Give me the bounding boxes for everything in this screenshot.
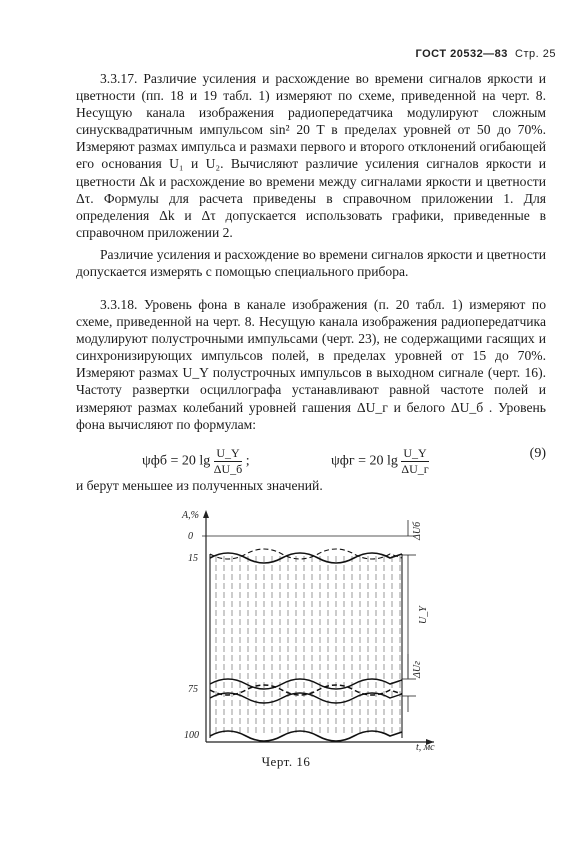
x-axis-label: t, мс xyxy=(416,742,435,752)
dim-label-delta-u-white: ΔUб xyxy=(412,521,423,540)
middle-envelope-upper xyxy=(210,679,402,689)
formula-white-lhs: ψфб = 20 lg xyxy=(142,453,211,469)
formula-9 xyxy=(76,436,546,476)
formula-blanking xyxy=(331,446,429,477)
half-line-pulses xyxy=(216,556,400,736)
page-header xyxy=(416,48,557,60)
y-tick-15: 15 xyxy=(188,553,198,564)
formula-blanking-lhs: ψфг = 20 lg xyxy=(331,453,398,469)
standard-number: ГОСТ 20532—83 xyxy=(415,48,508,60)
section-note xyxy=(76,246,546,280)
dim-label-delta-u-blanking: ΔUг xyxy=(412,661,423,678)
formula-separator: ; xyxy=(245,453,250,469)
formula-blanking-numerator: U_Y xyxy=(403,446,427,460)
page-number: Стр. 25 xyxy=(515,48,556,60)
y-tick-100: 100 xyxy=(184,730,199,741)
figure-caption: Черт. 16 xyxy=(261,754,311,769)
y-tick-0: 0 xyxy=(188,531,193,542)
paragraph-3-3-18: 3.3.18. Уровень фона в канале изображения (п. 20 табл. 1) измеряют по схеме, приведенной на черт. 8. Несущую канала изображения радиопередатчика модулируют полустрочными импульсами (черт. 23), не содержащими гасящих и синхронизирующих импульсов полей, в пределах уровней от 15 до 70%. Измеряют размах U_Y полустрочных импульсов в выходном сигнале (черт. 16). Частоту развертки осциллографа устанавливают равной частоте полей и измеряют размах колебаний уровней гашения ΔU_г и белого ΔU_б . Уровень фона вычисляют по формулам: xyxy=(76,297,546,432)
paragraph-3-3-17: 3.3.17. Различие усиления и расхождение во времени сигналов яркости и цветности (пп. 18 и 19 табл. 1) измеряют по схеме, приведенной на черт. 8. Несущую канала изображения радиопередатчика модулируют сложным синусквадратичным импульсом sin² 20 T в пределах уровней от 50 до 70%. Измеряют размах импульса и размахи первого и второго отклонений огибающей его основания U₁ и U₂. Вычисляют различие усиления сигналов яркости и цветности Δk и расхождение во времени между сигналами яркости и цветности Δτ. Формулы для расчета приведены в справочном приложении 1. Для определения Δk и Δτ допускается использовать графики, приведенные в справочном приложении 2. xyxy=(76,71,546,240)
conclusion-line: и берут меньшее из полученных значений. xyxy=(76,478,323,493)
section-3-3-17 xyxy=(76,70,546,241)
equation-number: (9) xyxy=(529,446,546,461)
section-3-3-18 xyxy=(76,296,546,433)
formula-blanking-fraction xyxy=(401,446,428,477)
paragraph-special-device: Различие усиления и расхождение во времени сигналов яркости и цветности допускается измерять с помощью специального прибора. xyxy=(76,247,546,280)
formula-white xyxy=(142,446,250,477)
y-axis-arrow xyxy=(203,510,209,518)
lower-envelope xyxy=(210,731,402,741)
formula-white-numerator: U_Y xyxy=(214,446,243,462)
y-tick-75: 75 xyxy=(188,684,198,695)
frame-edges xyxy=(210,554,402,738)
figure-16-oscillogram xyxy=(176,506,436,752)
dim-label-u-y: U_Y xyxy=(418,606,429,624)
y-axis-label: A,% xyxy=(182,510,199,521)
formula-white-fraction xyxy=(214,446,243,477)
formula-blanking-denominator: ΔU_г xyxy=(401,462,429,476)
formula-white-denominator: ΔU_б xyxy=(213,462,243,476)
